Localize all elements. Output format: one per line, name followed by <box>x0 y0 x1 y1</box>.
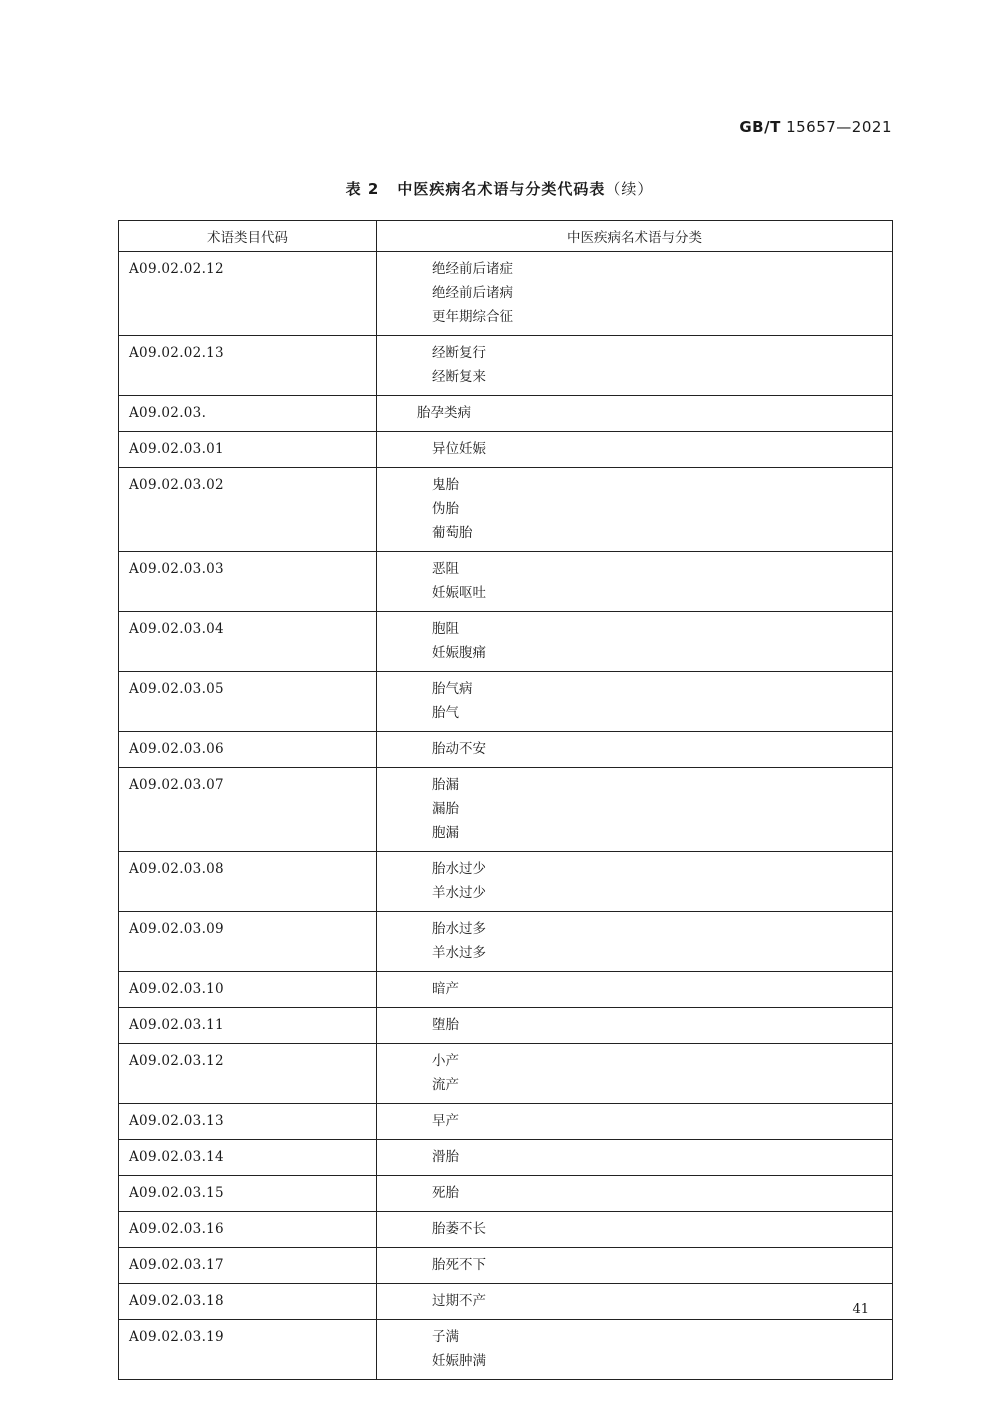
disease-term: 子满 <box>432 1329 459 1345</box>
terminology-table <box>118 220 893 1380</box>
disease-terms-cell <box>377 612 893 672</box>
disease-term: 胎水过少 <box>432 861 486 877</box>
disease-term: 葡萄胎 <box>432 525 473 541</box>
category-code: A09.02.03.14 <box>129 1149 224 1165</box>
table-row <box>119 1044 893 1104</box>
category-code-cell <box>119 1320 377 1380</box>
category-code-cell <box>119 1044 377 1104</box>
category-code: A09.02.02.12 <box>129 261 224 277</box>
disease-term: 妊娠肿满 <box>432 1353 486 1369</box>
disease-terms-cell <box>377 1248 893 1284</box>
category-code-cell <box>119 1140 377 1176</box>
table-row <box>119 432 893 468</box>
category-code: A09.02.03.02 <box>129 477 224 493</box>
category-code: A09.02.03.10 <box>129 981 224 997</box>
disease-term: 胎动不安 <box>432 741 486 757</box>
table-row <box>119 1248 893 1284</box>
disease-terms-cell <box>377 732 893 768</box>
disease-term: 鬼胎 <box>432 477 459 493</box>
disease-terms-cell <box>377 1176 893 1212</box>
category-code: A09.02.03.04 <box>129 621 224 637</box>
table-body <box>119 252 893 1380</box>
category-code: A09.02.03.18 <box>129 1293 224 1309</box>
disease-term: 羊水过多 <box>432 945 486 961</box>
disease-term: 暗产 <box>432 981 459 997</box>
disease-term: 胎孕类病 <box>417 405 471 421</box>
column-header-code: 术语类目代码 <box>119 221 377 252</box>
category-code: A09.02.03.09 <box>129 921 224 937</box>
category-code-cell <box>119 396 377 432</box>
disease-terms-cell <box>377 972 893 1008</box>
standard-code <box>739 118 892 136</box>
table-header-row <box>119 221 893 252</box>
category-code: A09.02.03.05 <box>129 681 224 697</box>
table-title-text: 中医疾病名术语与分类代码表 <box>397 180 606 198</box>
disease-term: 胞漏 <box>432 825 459 841</box>
disease-terms-cell <box>377 396 893 432</box>
table-row <box>119 1140 893 1176</box>
disease-term: 伪胎 <box>432 501 459 517</box>
disease-term: 胎气 <box>432 705 459 721</box>
table-row <box>119 252 893 336</box>
table-row <box>119 1320 893 1380</box>
disease-term: 经断复来 <box>432 369 486 385</box>
disease-term: 胎漏 <box>432 777 459 793</box>
category-code: A09.02.03.01 <box>129 441 224 457</box>
disease-term: 胎萎不长 <box>432 1221 486 1237</box>
disease-terms-cell <box>377 468 893 552</box>
table-row <box>119 1284 893 1320</box>
category-code-cell <box>119 852 377 912</box>
category-code: A09.02.03.07 <box>129 777 224 793</box>
disease-term: 妊娠呕吐 <box>432 585 486 601</box>
table-row <box>119 1212 893 1248</box>
disease-term: 绝经前后诸症 <box>432 261 513 277</box>
table-row <box>119 768 893 852</box>
disease-term: 胎气病 <box>432 681 473 697</box>
disease-terms-cell <box>377 672 893 732</box>
category-code: A09.02.03. <box>129 405 207 421</box>
table-row <box>119 336 893 396</box>
disease-term: 羊水过少 <box>432 885 486 901</box>
disease-terms-cell <box>377 1284 893 1320</box>
category-code-cell <box>119 732 377 768</box>
disease-term: 胞阻 <box>432 621 459 637</box>
disease-term: 更年期综合征 <box>432 309 513 325</box>
table-row <box>119 672 893 732</box>
disease-term: 漏胎 <box>432 801 459 817</box>
category-code-cell <box>119 1176 377 1212</box>
disease-term: 死胎 <box>432 1185 459 1201</box>
table-continued-label: （续） <box>605 180 654 198</box>
table-row <box>119 1008 893 1044</box>
category-code-cell <box>119 468 377 552</box>
disease-term: 恶阻 <box>432 561 459 577</box>
category-code: A09.02.03.15 <box>129 1185 224 1201</box>
table-row <box>119 612 893 672</box>
category-code: A09.02.03.19 <box>129 1329 224 1345</box>
table-row <box>119 852 893 912</box>
category-code-cell <box>119 672 377 732</box>
category-code: A09.02.03.06 <box>129 741 224 757</box>
disease-terms-cell <box>377 852 893 912</box>
disease-term: 过期不产 <box>432 1293 486 1309</box>
category-code: A09.02.03.13 <box>129 1113 224 1129</box>
disease-term: 滑胎 <box>432 1149 459 1165</box>
disease-terms-cell <box>377 252 893 336</box>
table-title <box>0 178 999 199</box>
category-code: A09.02.03.17 <box>129 1257 224 1273</box>
category-code-cell <box>119 1212 377 1248</box>
category-code-cell <box>119 336 377 396</box>
disease-term: 小产 <box>432 1053 459 1069</box>
category-code-cell <box>119 912 377 972</box>
category-code-cell <box>119 1284 377 1320</box>
page-number: 41 <box>852 1302 869 1317</box>
category-code-cell <box>119 1248 377 1284</box>
disease-term: 堕胎 <box>432 1017 459 1033</box>
disease-term: 流产 <box>432 1077 459 1093</box>
disease-terms-cell <box>377 1044 893 1104</box>
column-header-terms: 中医疾病名术语与分类 <box>377 221 893 252</box>
category-code-cell <box>119 432 377 468</box>
category-code-cell <box>119 252 377 336</box>
disease-term: 绝经前后诸病 <box>432 285 513 301</box>
disease-terms-cell <box>377 1140 893 1176</box>
standard-number: 15657—2021 <box>786 118 892 136</box>
category-code-cell <box>119 768 377 852</box>
disease-terms-cell <box>377 1320 893 1380</box>
disease-terms-cell <box>377 336 893 396</box>
category-code: A09.02.03.16 <box>129 1221 224 1237</box>
disease-terms-cell <box>377 912 893 972</box>
disease-term: 早产 <box>432 1113 459 1129</box>
category-code: A09.02.02.13 <box>129 345 224 361</box>
table-row <box>119 552 893 612</box>
category-code: A09.02.03.11 <box>129 1017 224 1033</box>
disease-term: 胎死不下 <box>432 1257 486 1273</box>
category-code-cell <box>119 972 377 1008</box>
table-row <box>119 396 893 432</box>
table-row <box>119 1176 893 1212</box>
category-code: A09.02.03.03 <box>129 561 224 577</box>
disease-terms-cell <box>377 1104 893 1140</box>
table-row <box>119 468 893 552</box>
category-code-cell <box>119 552 377 612</box>
disease-term: 经断复行 <box>432 345 486 361</box>
table-row <box>119 732 893 768</box>
category-code-cell <box>119 612 377 672</box>
category-code-cell <box>119 1104 377 1140</box>
disease-term: 异位妊娠 <box>432 441 486 457</box>
table-row <box>119 912 893 972</box>
category-code: A09.02.03.08 <box>129 861 224 877</box>
disease-terms-cell <box>377 1212 893 1248</box>
disease-terms-cell <box>377 768 893 852</box>
disease-term: 胎水过多 <box>432 921 486 937</box>
standard-prefix: GB/T <box>739 118 781 136</box>
category-code-cell <box>119 1008 377 1044</box>
table-row <box>119 972 893 1008</box>
disease-term: 妊娠腹痛 <box>432 645 486 661</box>
category-code: A09.02.03.12 <box>129 1053 224 1069</box>
table-row <box>119 1104 893 1140</box>
table-number: 表 2 <box>345 180 380 198</box>
disease-terms-cell <box>377 1008 893 1044</box>
disease-terms-cell <box>377 552 893 612</box>
disease-terms-cell <box>377 432 893 468</box>
